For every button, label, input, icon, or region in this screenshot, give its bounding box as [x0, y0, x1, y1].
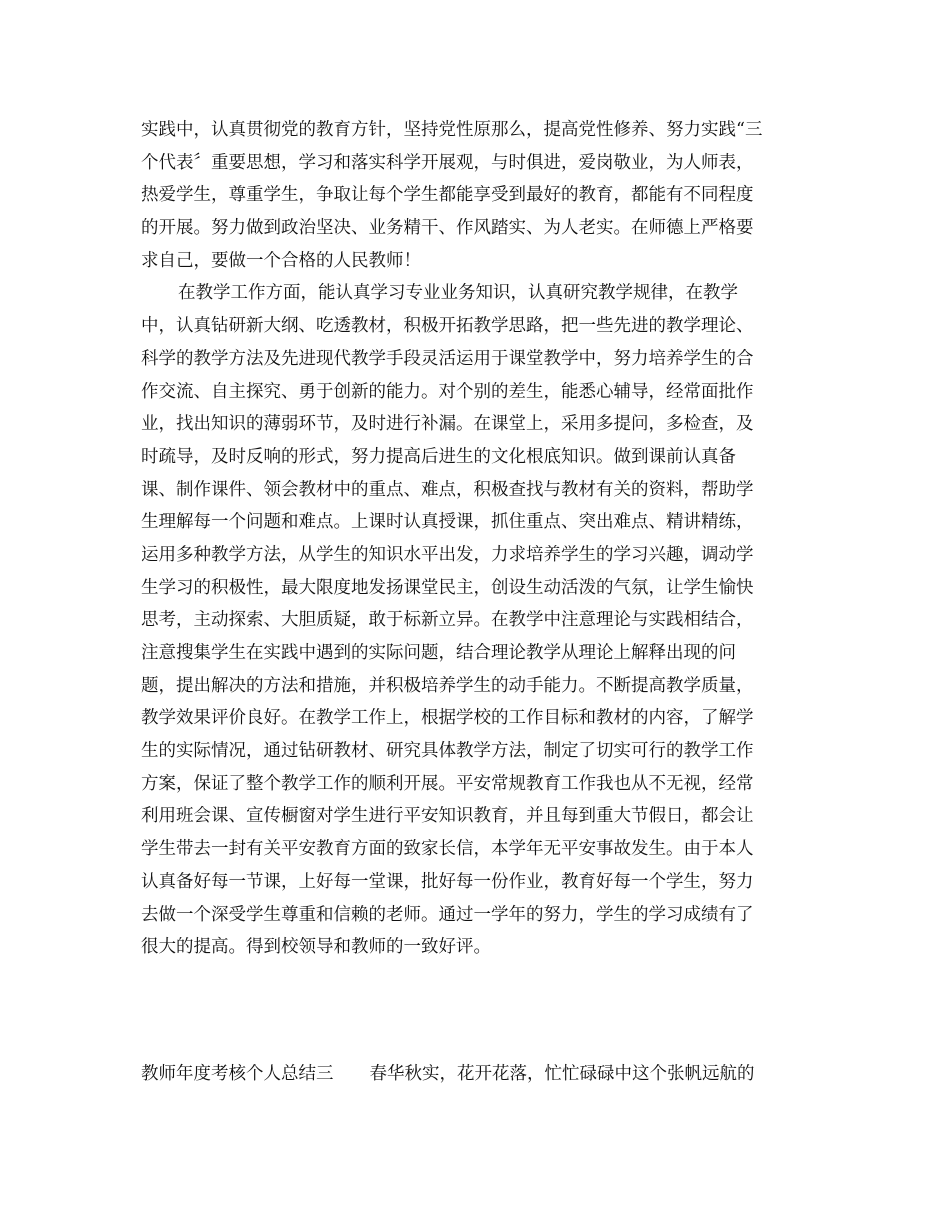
- paragraph-2: [141, 277, 801, 963]
- paragraph-line: 教学效果评价良好。在教学工作上，根据学校的工作目标和教材的内容，了解学: [141, 708, 754, 729]
- paragraph-line: 个代表〞重要思想，学习和落实科学开展观，与时俱进，爱岗敬业，为人师表，: [141, 152, 754, 173]
- section-heading: 教师年度考核个人总结三: [141, 1064, 334, 1084]
- paragraph-line: 运用多种教学方法，从学生的知识水平出发，力求培养学生的学习兴趣，调动学: [141, 544, 754, 565]
- paragraph-line: 的开展。努力做到政治坚决、业务精干、作风踏实、为人老实。在师德上严格要: [141, 218, 754, 239]
- paragraph-line: 生学习的积极性，最大限度地发扬课堂民主，创设生动活泼的气氛，让学生愉快: [141, 577, 754, 598]
- paragraph-line: 认真备好每一节课，上好每一堂课，批好每一份作业，教育好每一个学生，努力: [141, 871, 754, 892]
- paragraph-line: 业，找出知识的薄弱环节，及时进行补漏。在课堂上，采用多提问，多检查，及: [141, 414, 754, 435]
- paragraph-line: 利用班会课、宣传橱窗对学生进行平安知识教育，并且每到重大节假日，都会让: [141, 806, 754, 827]
- document-body: [141, 114, 801, 964]
- paragraph-1: [141, 114, 801, 277]
- paragraph-line: 生的实际情况，通过钻研教材、研究具体教学方法，制定了切实可行的教学工作: [141, 741, 754, 762]
- paragraph-line: 时疏导，及时反响的形式，努力提高后进生的文化根底知识。做到课前认真备: [141, 446, 736, 467]
- paragraph-line: 科学的教学方法及先进现代教学手段灵活运用于课堂教学中，努力培养学生的合: [141, 348, 754, 369]
- paragraph-line: 方案，保证了整个教学工作的顺利开展。平安常规教育工作我也从不无视，经常: [141, 773, 754, 794]
- paragraph-line: 去做一个深受学生尊重和信赖的老师。通过一学年的努力，学生的学习成绩有了: [141, 904, 754, 925]
- paragraph-line: 求自己，要做一个合格的人民教师！: [141, 250, 421, 271]
- paragraph-line: 在教学工作方面，能认真学习专业业务知识，认真研究教学规律，在教学: [178, 283, 738, 304]
- section-start-text: 春华秋实，花开花落，忙忙碌碌中这个张帆远航的: [369, 1064, 755, 1084]
- section-start-line: [141, 1058, 821, 1091]
- paragraph-line: 题，提出解决的方法和措施，并积极培养学生的动手能力。不断提高教学质量，: [141, 675, 754, 696]
- paragraph-line: 注意搜集学生在实践中遇到的实际问题，结合理论教学从理论上解释出现的问: [141, 643, 736, 663]
- paragraph-line: 中，认真钻研新大纲、吃透教材，积极开拓教学思路，把一些先进的教学理论、: [141, 316, 754, 337]
- paragraph-line: 课、制作课件、领会教材中的重点、难点，积极查找与教材有关的资料，帮助学: [141, 479, 754, 500]
- paragraph-line: 很大的提高。得到校领导和教师的一致好评。: [141, 937, 491, 958]
- paragraph-line: 思考，主动探索、大胆质疑，敢于标新立异。在教学中注意理论与实践相结合，: [141, 610, 754, 631]
- paragraph-line: 热爱学生，尊重学生，争取让每个学生都能享受到最好的教育，都能有不同程度: [141, 185, 754, 206]
- paragraph-line: 作交流、自主探究、勇于创新的能力。对个别的差生，能悉心辅导，经常面批作: [141, 381, 754, 402]
- paragraph-line: 实践中，认真贯彻党的教育方针，坚持党性原那么，提高党性修养、努力实践“三: [141, 120, 763, 140]
- paragraph-line: 生理解每一个问题和难点。上课时认真授课，抓住重点、突出难点、精讲精练，: [141, 512, 754, 533]
- paragraph-line: 学生带去一封有关平安教育方面的致家长信，本学年无平安事故发生。由于本人: [141, 839, 754, 860]
